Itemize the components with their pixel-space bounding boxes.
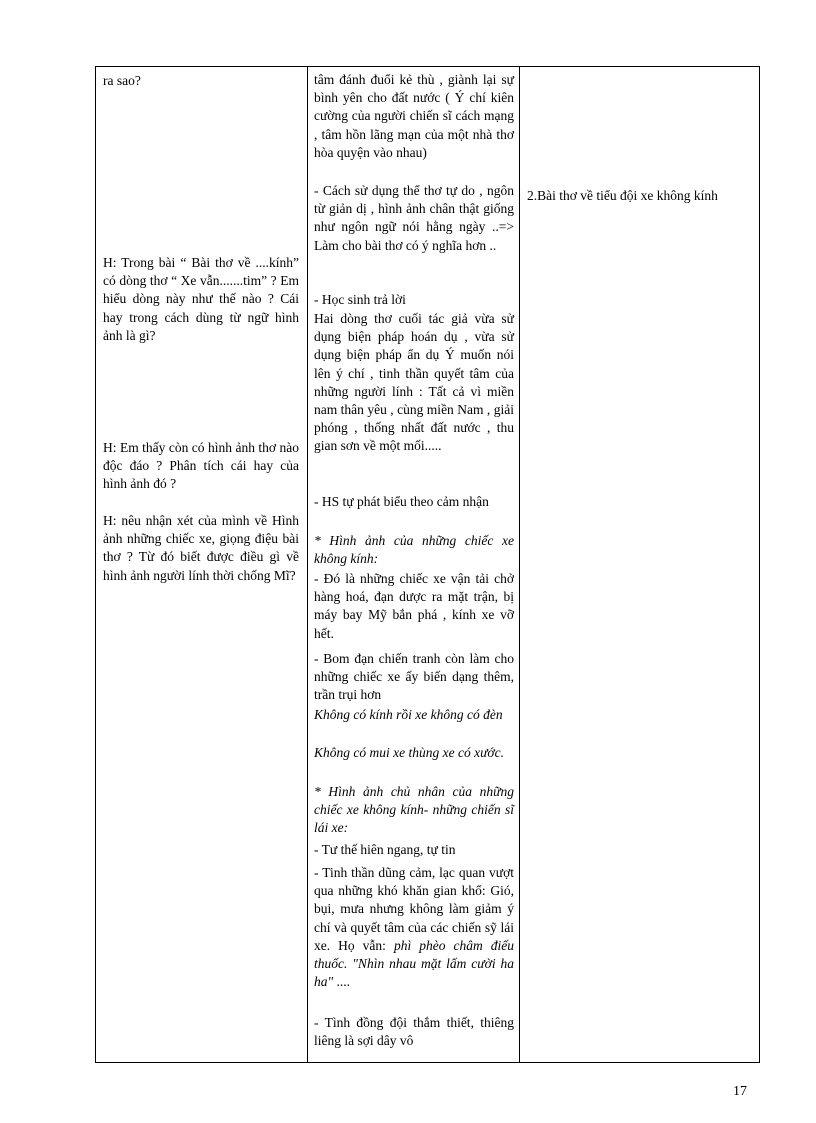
answer-text: - Đó là những chiếc xe vận tải chở hàng hoá, đạn dược ra mặt trận, bị máy bay Mỹ bắn phá , kính xe vỡ hết. xyxy=(314,571,514,641)
answer-text: - Tình đồng đội thắm thiết, thiêng liêng là sợi dây vô xyxy=(314,1015,514,1049)
section-heading: * Hình ảnh chủ nhân của những chiếc xe không kính- những chiến sĩ lái xe: xyxy=(314,784,514,836)
answer-text xyxy=(314,864,514,991)
questions-column xyxy=(96,67,308,1062)
question-text: ra sao? xyxy=(103,73,141,88)
answer-text: - Tư thế hiên ngang, tự tin xyxy=(314,842,456,857)
poem-quote: Không có mui xe thùng xe có xước. xyxy=(314,745,505,760)
question-text: H: Trong bài “ Bài thơ về ....kính” có dòng thơ “ Xe vẫn.......tim” ? Em hiểu dòng này như thế nào ? Cái hay trong cách dùng từ ngữ hình ảnh là gì? xyxy=(103,255,299,343)
answer-text-main: - Tinh thần dũng cảm, lạc quan vượt qua những khó khăn gian khổ: Gió, bụi, mưa nhưng không làm giảm ý chí và quyết tâm của các chiến sỹ lái xe. Họ vẫn: xyxy=(314,865,514,953)
question-text: H: nêu nhận xét của mình về Hình ảnh những chiếc xe, giọng điệu bài thơ ? Từ đó biết được điều gì về hình ảnh người lính thời chống Mĩ? xyxy=(103,513,299,583)
question-text: H: Em thấy còn có hình ảnh thơ nào độc đáo ? Phân tích cái hay của hình ảnh đó ? xyxy=(103,440,299,492)
content-column xyxy=(520,67,759,1062)
section-title: 2.Bài thơ về tiểu đội xe không kính xyxy=(527,188,718,203)
poem-quote: Không có kính rồi xe không có đèn xyxy=(314,707,503,722)
answer-text: - Bom đạn chiến tranh còn làm cho những chiếc xe ấy biến dạng thêm, trần trụi hơn xyxy=(314,651,514,703)
ellipsis: .... xyxy=(336,974,351,990)
answer-text: - Cách sử dụng thể thơ tự do , ngôn từ giản dị , hình ảnh chân thật giống như ngôn ngữ nói hằng ngày ..=> Làm cho bài thơ có ý nghĩa hơn .. xyxy=(314,183,514,253)
poem-quote-inline: phì phèo châm điếu thuốc. "Nhìn nhau mặt lấm cười ha ha" xyxy=(314,937,515,990)
section-heading: * Hình ảnh của những chiếc xe không kính: xyxy=(314,533,514,567)
page-number: 17 xyxy=(733,1084,747,1099)
answer-text: tâm đánh đuổi kẻ thù , giành lại sự bình yên cho đất nước ( Ý chí kiên cường của người chiến sĩ cách mạng , tâm hồn lãng mạn của một nhà thơ hòa quyện vào nhau) xyxy=(314,72,514,160)
lesson-table xyxy=(95,66,760,1063)
answer-text: - Học sinh trả lời xyxy=(314,292,406,307)
answers-column xyxy=(308,67,520,1062)
answer-text: - HS tự phát biểu theo cảm nhận xyxy=(314,494,489,509)
answer-text: Hai dòng thơ cuối tác giả vừa sử dụng biện pháp hoán dụ , vừa sử dụng biện pháp ẩn dụ Ý muốn nói lên ý chí , tinh thần quyết tâm của những người lính : Tất cả vì miền nam thân yêu , cùng miền Nam , giải phóng , thống nhất đất nước , thu gian sơn về một mối..... xyxy=(314,311,514,454)
